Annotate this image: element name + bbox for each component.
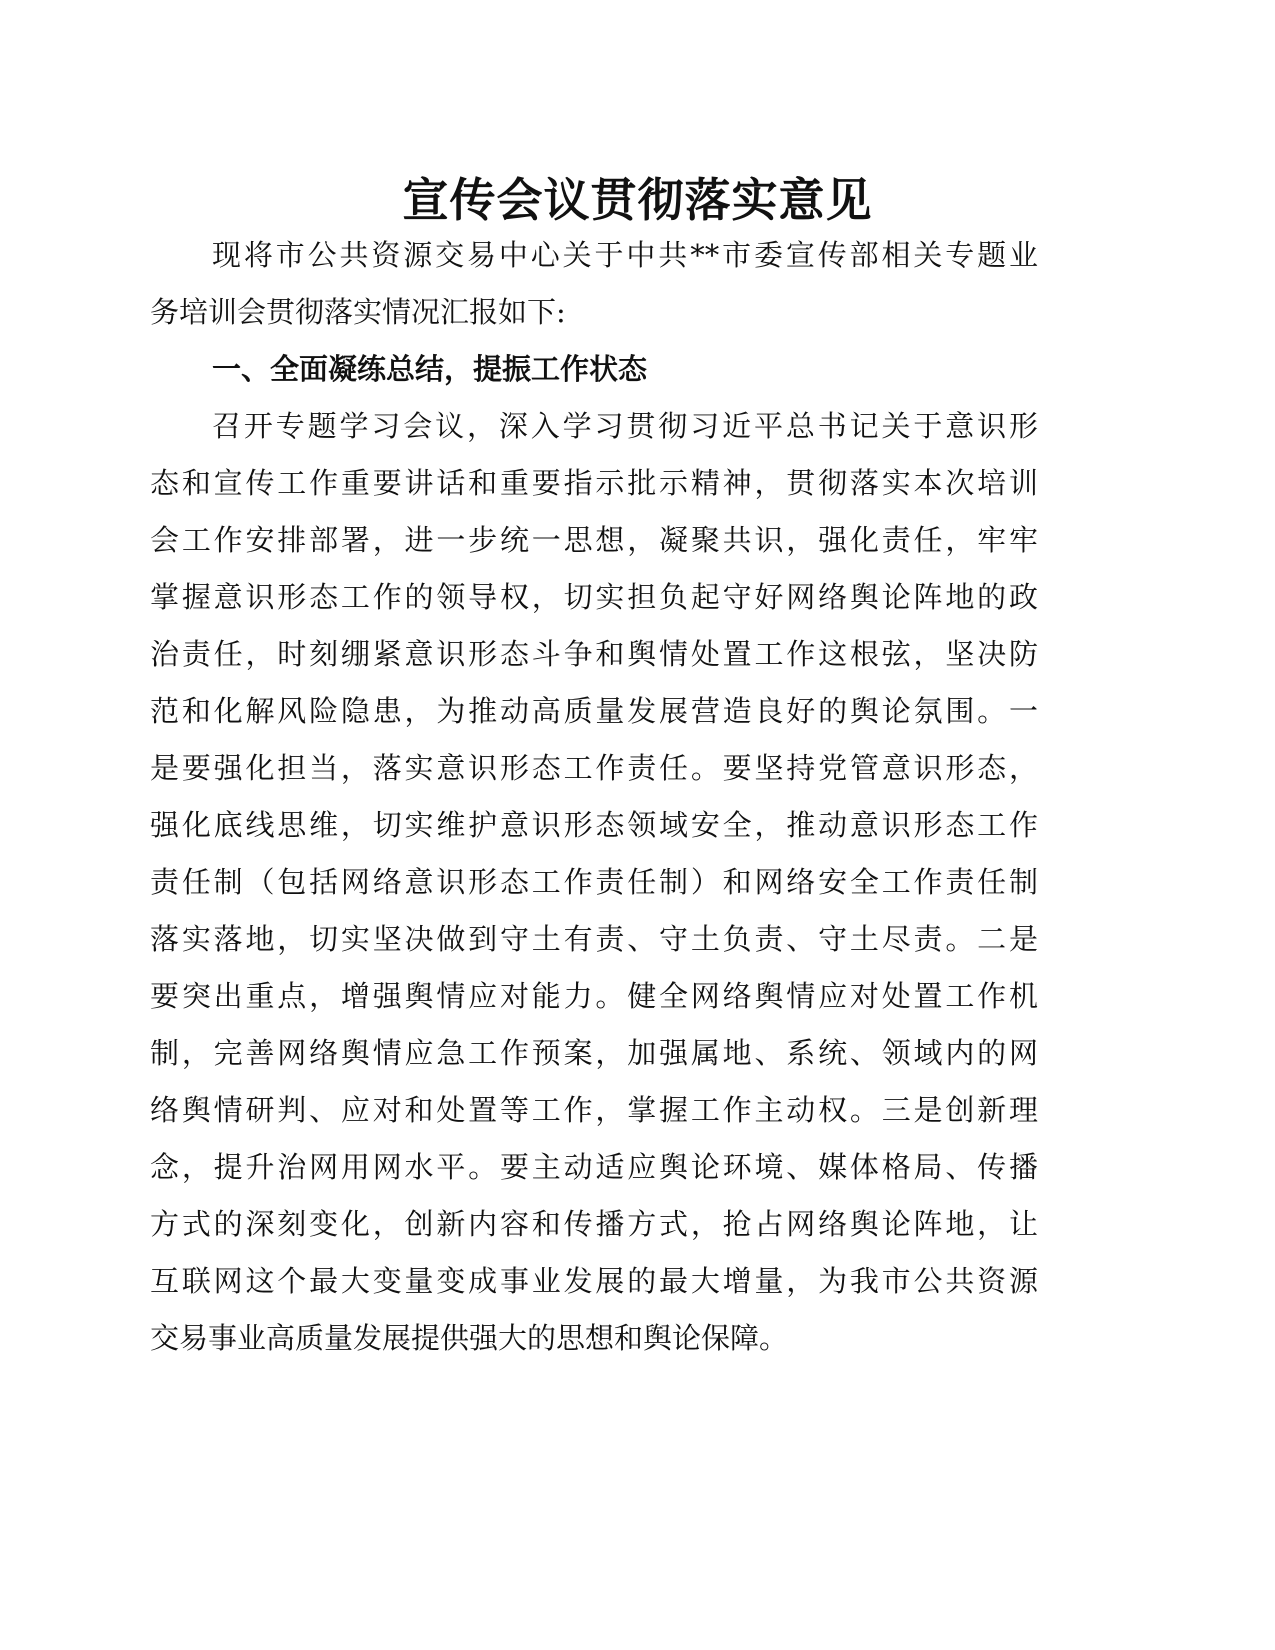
intro-line: 务培训会贯彻落实情况汇报如下:	[150, 295, 566, 329]
paragraph-line: 互联网这个最大变量变成事业发展的最大增量，为我市公共资源	[150, 1264, 1038, 1298]
intro-line: 现将市公共资源交易中心关于中共**市委宣传部相关专题业	[212, 238, 1038, 272]
paragraph-line: 交易事业高质量发展提供强大的思想和舆论保障。	[150, 1321, 789, 1355]
paragraph-line: 落实落地，切实坚决做到守土有责、守土负责、守土尽责。二是	[150, 922, 1038, 956]
paragraph-line: 是要强化担当，落实意识形态工作责任。要坚持党管意识形态，	[150, 751, 1038, 785]
document-title: 宣传会议贯彻落实意见	[402, 173, 873, 227]
paragraph-line: 念，提升治网用网水平。要主动适应舆论环境、媒体格局、传播	[150, 1150, 1038, 1184]
paragraph-line: 召开专题学习会议，深入学习贯彻习近平总书记关于意识形	[212, 409, 1038, 443]
section-heading: 一、全面凝练总结，提振工作状态	[212, 352, 648, 386]
paragraph-line: 态和宣传工作重要讲话和重要指示批示精神，贯彻落实本次培训	[150, 466, 1038, 500]
paragraph-line: 治责任，时刻绷紧意识形态斗争和舆情处置工作这根弦，坚决防	[150, 637, 1038, 671]
paragraph-line: 范和化解风险隐患，为推动高质量发展营造良好的舆论氛围。一	[150, 694, 1038, 728]
paragraph-line: 责任制（包括网络意识形态工作责任制）和网络安全工作责任制	[150, 865, 1038, 899]
paragraph-line: 制，完善网络舆情应急工作预案，加强属地、系统、领域内的网	[150, 1036, 1038, 1070]
paragraph-line: 方式的深刻变化，创新内容和传播方式，抢占网络舆论阵地，让	[150, 1207, 1038, 1241]
paragraph-line: 掌握意识形态工作的领导权，切实担负起守好网络舆论阵地的政	[150, 580, 1038, 614]
document-body	[150, 227, 1038, 1367]
paragraph-line: 络舆情研判、应对和处置等工作，掌握工作主动权。三是创新理	[150, 1093, 1038, 1127]
paragraph-line: 要突出重点，增强舆情应对能力。健全网络舆情应对处置工作机	[150, 979, 1038, 1013]
paragraph-line: 会工作安排部署，进一步统一思想，凝聚共识，强化责任，牢牢	[150, 523, 1038, 557]
paragraph-line: 强化底线思维，切实维护意识形态领域安全，推动意识形态工作	[150, 808, 1038, 842]
